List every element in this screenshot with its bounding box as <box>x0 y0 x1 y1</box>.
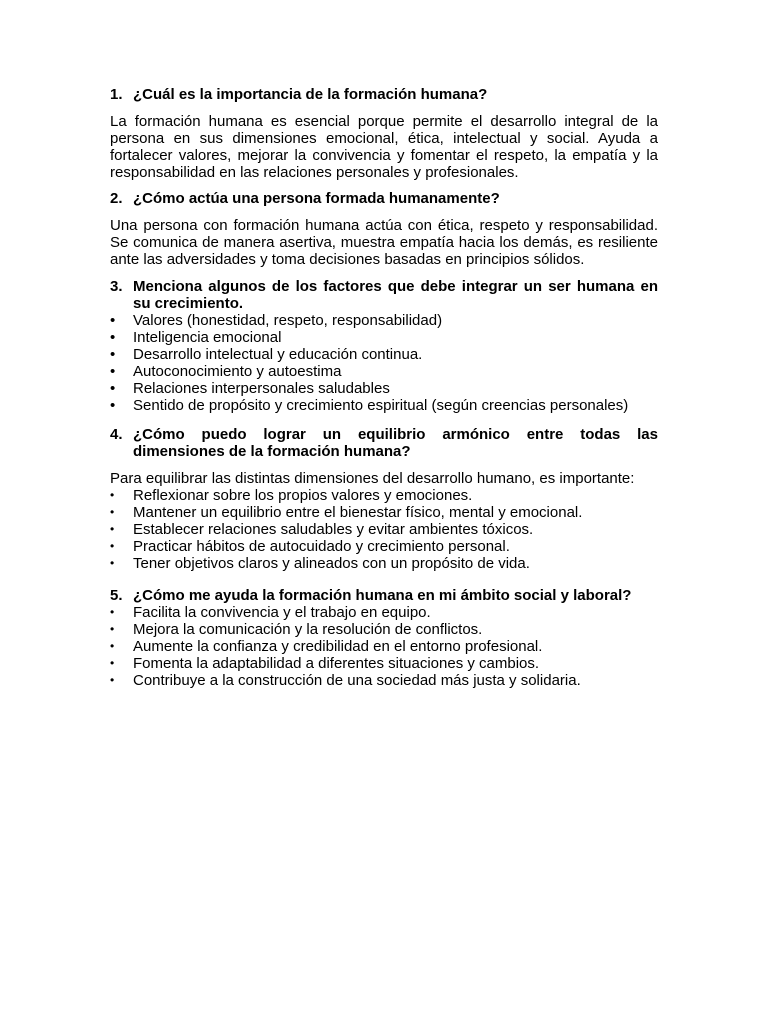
bullet-icon: • <box>110 312 116 329</box>
list-item-text: Reflexionar sobre los propios valores y emociones. <box>133 487 473 504</box>
question-5 <box>110 587 658 604</box>
list-item <box>110 672 658 689</box>
list-item <box>110 312 658 329</box>
bullet-icon: • <box>110 488 115 502</box>
list-item <box>110 538 658 555</box>
list-item-text: Desarrollo intelectual y educación continua. <box>133 346 423 363</box>
list-item-text: Contribuye a la construcción de una sociedad más justa y solidaria. <box>133 672 581 689</box>
list-item-text: Autoconocimiento y autoestima <box>133 363 342 380</box>
bullet-icon: • <box>110 656 115 670</box>
list-item <box>110 363 658 380</box>
bullet-icon: • <box>110 346 116 363</box>
bullet-icon: • <box>110 605 115 619</box>
question-1 <box>110 86 658 103</box>
bullet-icon: • <box>110 397 116 414</box>
list-item-text: Mantener un equilibrio entre el bienestar físico, mental y emocional. <box>133 504 583 521</box>
list-item <box>110 555 658 572</box>
question-text-line-2: dimensiones de la formación humana? <box>133 443 411 460</box>
question-number: 2. <box>110 190 123 207</box>
list-item-text: Fomenta la adaptabilidad a diferentes situaciones y cambios. <box>133 655 540 672</box>
question-text: ¿Cómo actúa una persona formada humanamente? <box>133 190 500 207</box>
list-item <box>110 621 658 638</box>
list-item-text: Inteligencia emocional <box>133 329 282 346</box>
answer-1: La formación humana es esencial porque permite el desarrollo integral de la persona en sus dimensiones emocional, ética, intelectual y social. Ayuda a fortalecer valores, mejorar la convivencia y fomentar el respeto, la empatía y la responsabilidad en las relaciones personales y profesionales. <box>110 113 658 181</box>
answer-2: Una persona con formación humana actúa con ética, respeto y responsabilidad. Se comunica de manera asertiva, muestra empatía hacia los demás, es resiliente ante las adversidades y toma decisiones basadas en principios sólidos. <box>110 217 658 268</box>
question-text-line-1: ¿Cómo puedo lograr un equilibrio armónico entre todas las <box>133 426 658 443</box>
question-number: 1. <box>110 86 123 103</box>
list-item <box>110 638 658 655</box>
document-page <box>110 86 658 689</box>
list-item-text: Practicar hábitos de autocuidado y crecimiento personal. <box>133 538 510 555</box>
bullet-icon: • <box>110 380 116 397</box>
question-3 <box>110 278 658 312</box>
question-text: ¿Cuál es la importancia de la formación humana? <box>133 86 488 103</box>
question-text <box>133 426 658 460</box>
list-item-text: Valores (honestidad, respeto, responsabilidad) <box>133 312 443 329</box>
list-item-text: Sentido de propósito y crecimiento espiritual (según creencias personales) <box>133 397 629 414</box>
list-item <box>110 521 658 538</box>
list-item <box>110 397 658 414</box>
factors-list <box>110 312 658 414</box>
bullet-icon: • <box>110 622 115 636</box>
list-item <box>110 487 658 504</box>
question-text: Menciona algunos de los factores que debe integrar un ser humana en su crecimiento. <box>133 278 658 312</box>
list-item <box>110 604 658 621</box>
list-item <box>110 329 658 346</box>
question-2 <box>110 190 658 207</box>
bullet-icon: • <box>110 673 115 687</box>
list-item-text: Establecer relaciones saludables y evitar ambientes tóxicos. <box>133 521 534 538</box>
bullet-icon: • <box>110 522 115 536</box>
bullet-icon: • <box>110 329 116 346</box>
answer-4-intro: Para equilibrar las distintas dimensiones del desarrollo humano, es importante: <box>110 470 635 487</box>
bullet-icon: • <box>110 539 115 553</box>
list-item-text: Aumente la confianza y credibilidad en el entorno profesional. <box>133 638 543 655</box>
list-item <box>110 655 658 672</box>
question-text: ¿Cómo me ayuda la formación humana en mi ámbito social y laboral? <box>133 587 632 604</box>
list-item-text: Mejora la comunicación y la resolución de conflictos. <box>133 621 483 638</box>
balance-list <box>110 487 658 572</box>
question-4 <box>110 426 658 460</box>
list-item <box>110 504 658 521</box>
bullet-icon: • <box>110 505 115 519</box>
question-number: 5. <box>110 587 123 604</box>
bullet-icon: • <box>110 556 115 570</box>
question-number: 3. <box>110 278 123 295</box>
bullet-icon: • <box>110 639 115 653</box>
list-item <box>110 380 658 397</box>
list-item-text: Facilita la convivencia y el trabajo en equipo. <box>133 604 431 621</box>
question-number: 4. <box>110 426 123 443</box>
list-item-text: Tener objetivos claros y alineados con un propósito de vida. <box>133 555 530 572</box>
list-item-text: Relaciones interpersonales saludables <box>133 380 390 397</box>
bullet-icon: • <box>110 363 116 380</box>
list-item <box>110 346 658 363</box>
benefits-list <box>110 604 658 689</box>
